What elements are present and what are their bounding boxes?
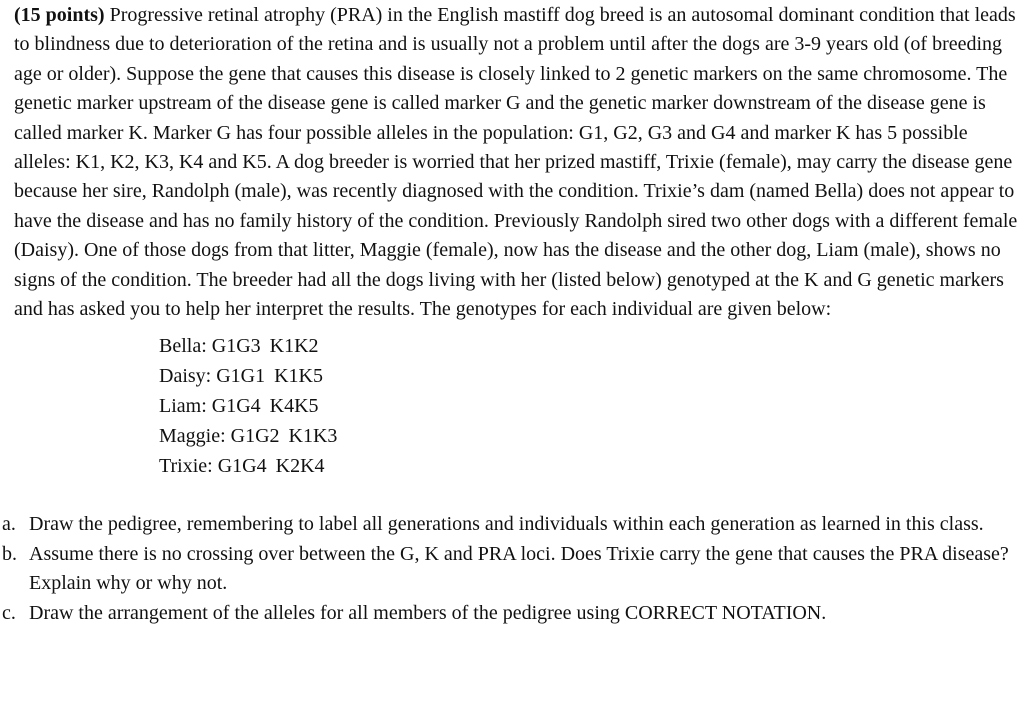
question-text: Draw the arrangement of the alleles for all members of the pedigree using CORRECT NOTATION. bbox=[29, 601, 827, 624]
dog-name: Daisy: bbox=[159, 365, 212, 388]
k-genotype: K1K3 bbox=[288, 425, 338, 448]
question-marker: c. bbox=[2, 601, 16, 624]
question-text: Assume there is no crossing over between the G, K and PRA loci. Does Trixie carry the gene that causes the PRA disease? Explain why or why not. bbox=[29, 542, 1009, 595]
k-genotype: K1K5 bbox=[274, 365, 323, 388]
genotype-row-bella bbox=[159, 331, 1024, 361]
genotype-row-trixie bbox=[159, 451, 1024, 481]
problem-intro bbox=[14, 1, 1024, 324]
k-genotype: K1K2 bbox=[269, 335, 319, 358]
question-marker: a. bbox=[2, 513, 16, 536]
g-genotype: G1G3 bbox=[211, 335, 261, 358]
g-genotype: G1G1 bbox=[216, 365, 266, 388]
problem-page bbox=[2, 1, 1024, 628]
question-c bbox=[2, 599, 1024, 629]
k-genotype: K2K4 bbox=[275, 455, 325, 478]
intro-text: Progressive retinal atrophy (PRA) in the English mastiff dog breed is an autosomal dominant condition that leads to blindness due to deterioration of the retina and is usually not a problem until after the dogs are 3-9 years old (of breeding age or older). Suppose the gene that causes this disease is closely linked to 2 genetic markers on the same chromosome. The genetic marker upstream of the disease gene is called marker G and the genetic marker downstream of the disease gene is called marker K. Marker G has four possible alleles in the population: G1, G2, G3 and G4 and marker K has 5 possible alleles: K1, K2, K3, K4 and K5. A dog breeder is worried that her prized mastiff, Trixie (female), may carry the disease gene because her sire, Randolph (male), was recently diagnosed with the condition. Trixie’s dam (named Bella) does not appear to have the disease and has no family history of the condition. Previously Randolph sired two other dogs with a different female (Daisy). One of those dogs from that litter, Maggie (female), now has the disease and the other dog, Liam (male), shows no signs of the condition. The breeder had all the dogs living with her (listed below) genotyped at the K and G genetic markers and has asked you to help her interpret the results. The genotypes for each individual are given below: bbox=[14, 4, 1018, 321]
g-genotype: G1G2 bbox=[230, 425, 280, 448]
genotype-row-maggie bbox=[159, 421, 1024, 451]
dog-name: Trixie: bbox=[159, 455, 213, 478]
dog-name: Bella: bbox=[159, 335, 207, 358]
k-genotype: K4K5 bbox=[269, 395, 319, 418]
genotype-list bbox=[159, 331, 1024, 481]
points-label: (15 points) bbox=[14, 4, 105, 26]
dog-name: Maggie: bbox=[159, 425, 226, 448]
question-list bbox=[2, 510, 1024, 628]
g-genotype: G1G4 bbox=[217, 455, 267, 478]
dog-name: Liam: bbox=[159, 395, 207, 418]
question-marker: b. bbox=[2, 542, 17, 565]
g-genotype: G1G4 bbox=[211, 395, 261, 418]
question-text: Draw the pedigree, remembering to label all generations and individuals within each generation as learned in this class. bbox=[29, 513, 984, 536]
genotype-row-daisy bbox=[159, 361, 1024, 391]
question-b bbox=[2, 540, 1024, 599]
genotype-row-liam bbox=[159, 391, 1024, 421]
question-a bbox=[2, 510, 1024, 540]
